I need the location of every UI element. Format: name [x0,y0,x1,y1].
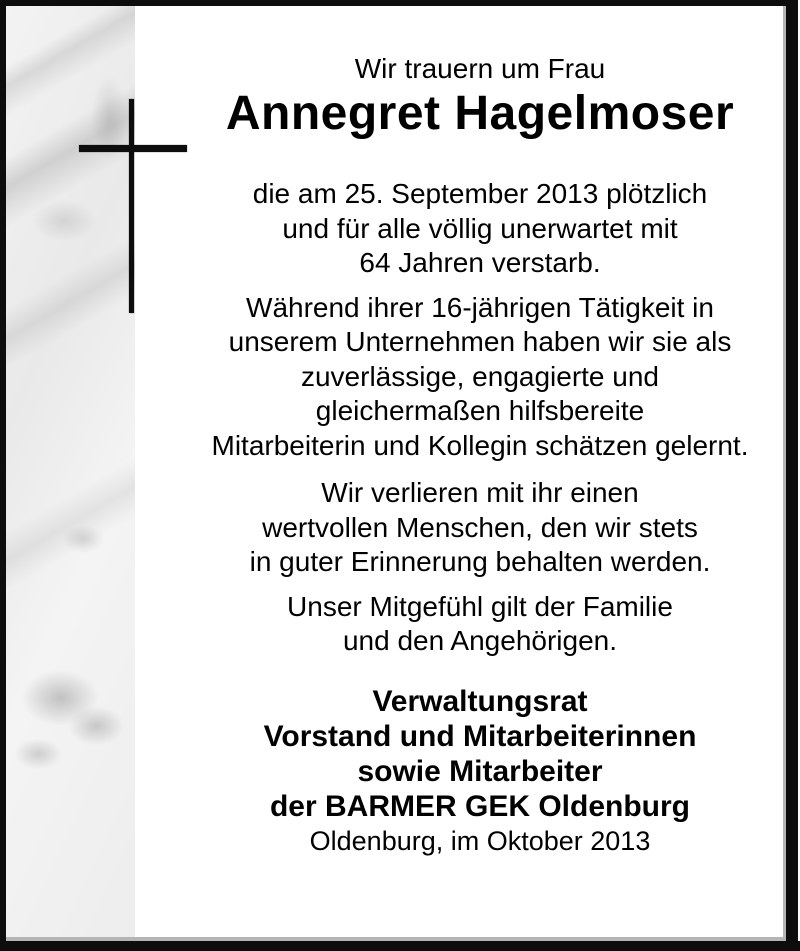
death-line: 64 Jahren verstarb. [359,247,601,278]
place-date-line: Oldenburg, im Oktober 2013 [309,825,651,856]
notice-text-column [168,6,792,859]
cross-vertical-bar [129,99,134,313]
death-paragraph [168,177,792,281]
death-line: und für alle völlig unerwartet mit [282,212,678,244]
loss-paragraph [168,476,792,580]
signature-line: sowie Mitarbeiter [357,754,603,788]
tribute-line: zuverlässige, engagierte und [300,360,659,392]
frame-bottom-border [0,941,800,951]
tribute-paragraph [168,291,792,464]
signature-line: der BARMER GEK Oldenburg [269,789,690,823]
signature-line: Verwaltungsrat [372,684,588,718]
condolence-line: Unser Mitgefühl gilt der Familie [287,590,673,622]
signature-line: Vorstand und Mitarbeiterinnen [263,719,697,753]
tribute-line: Während ihrer 16-jährigen Tätigkeit in [246,291,714,323]
signature-block [168,684,792,824]
deceased-name: Annegret Hagelmoser [225,87,735,140]
death-line: die am 25. September 2013 plötzlich [252,178,708,209]
condolence-paragraph [168,590,792,659]
loss-line: wertvollen Menschen, den wir stets [262,511,698,543]
loss-line: Wir verlieren mit ihr einen [321,477,639,508]
tribute-line: gleichermaßen hilfsbereite [315,395,645,426]
frame-left-border [0,0,6,951]
intro-line: Wir trauern um Frau [354,53,606,84]
tribute-line: unserem Unternehmen haben wir sie als [228,326,732,357]
tribute-line: Mitarbeiterin und Kollegin schätzen gelernt. [211,429,749,461]
loss-line: in guter Erinnerung behalten werden. [249,546,711,577]
condolence-line: und den Angehörigen. [342,625,618,656]
